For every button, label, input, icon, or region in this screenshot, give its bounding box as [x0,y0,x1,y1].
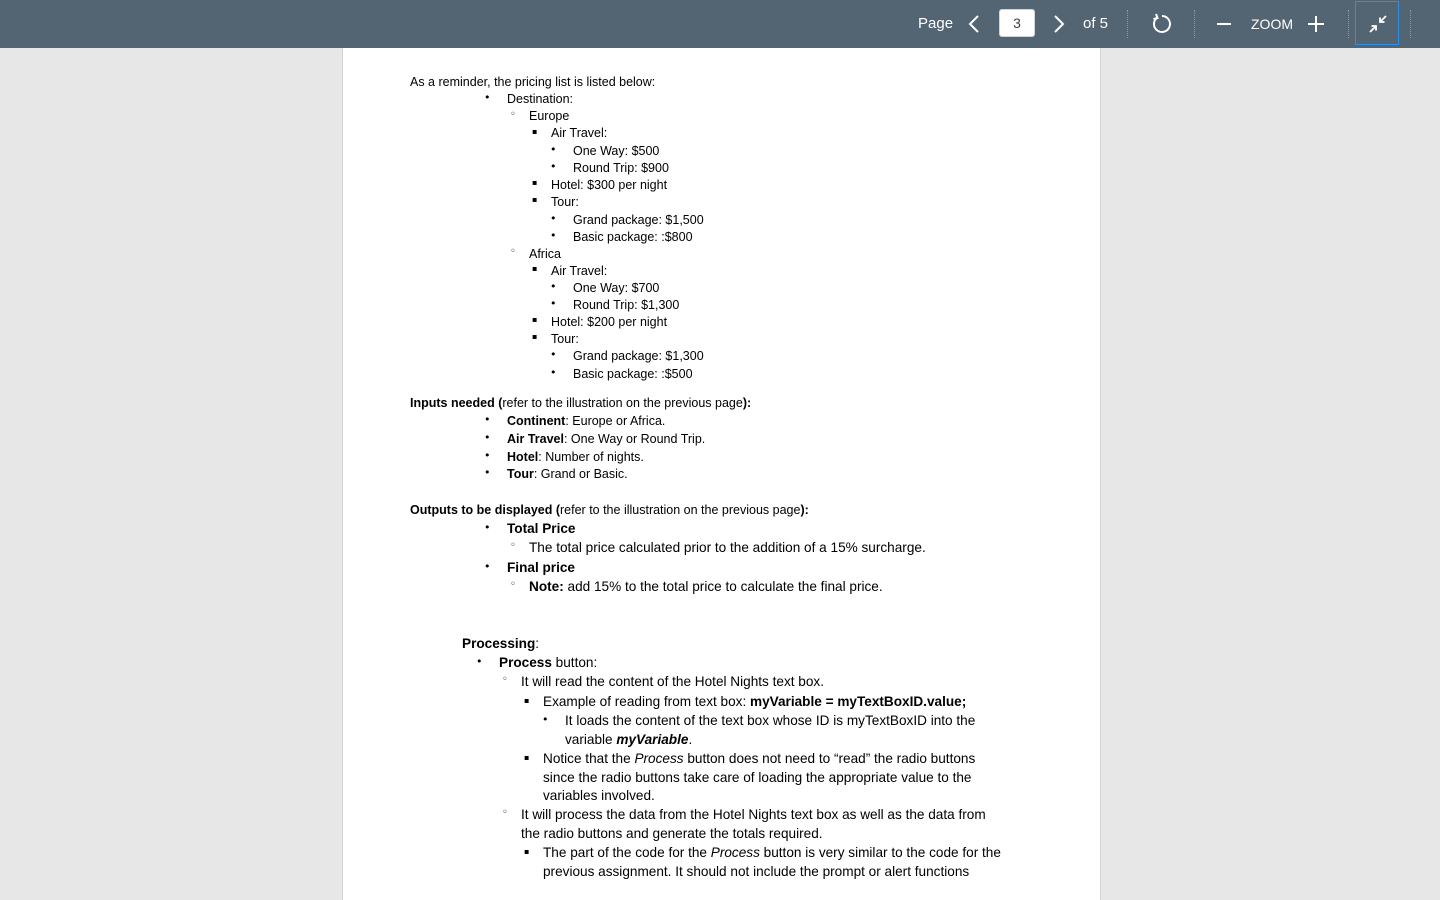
zoom-in-button[interactable] [1304,12,1328,36]
input-item-air-travel [507,432,705,446]
intro-text: As a reminder, the pricing list is listed below: [410,75,656,89]
list-bullet: • [550,143,557,156]
inputs-heading-close: ): [742,396,752,410]
process-data-line-2: the radio buttons and generate the totals required. [521,826,823,841]
list-bullet: • [484,91,491,104]
exit-fullscreen-button[interactable] [1355,1,1399,45]
total-price-description: The total price calculated prior to the addition of a 15% surcharge. [529,540,926,555]
list-bullet: ▪ [532,195,538,204]
list-bullet: ◦ [510,109,516,120]
note-label: Note: [529,579,564,594]
input-item-label: Hotel [507,450,539,464]
list-bullet: ▪ [532,178,538,187]
code-part-prefix: The part of the code for the [543,845,711,860]
africa-hotel: Hotel: $200 per night [551,315,668,329]
list-bullet: • [550,212,557,225]
notice-italic: Process [634,751,684,766]
europe-basic-package: Basic package: :$800 [573,230,693,244]
notice-line-3: variables involved. [543,788,655,803]
process-label: Process [499,655,552,670]
next-page-button[interactable] [1046,12,1070,36]
note-text: add 15% to the total price to calculate the final price. [563,579,883,594]
europe-air-travel-label: Air Travel: [551,126,608,140]
code-part-suffix: button is very similar to the code for the [759,845,1001,860]
list-bullet: • [550,297,557,310]
example-code: myVariable = myTextBoxID.value; [750,694,967,709]
africa-tour-label: Tour: [551,332,579,346]
input-item-label: Continent [507,414,566,428]
list-bullet: ◦ [510,246,516,257]
inputs-heading [410,396,751,410]
code-part-line-2: previous assignment. It should not include the prompt or alert functions [543,864,970,879]
document-page [342,48,1101,900]
toolbar-divider [1348,10,1349,38]
rotate-button[interactable] [1150,12,1174,36]
africa-air-travel-label: Air Travel: [551,264,608,278]
loads-variable: myVariable [616,732,689,747]
list-bullet: • [542,713,549,726]
page-label: Page [918,15,954,32]
minus-icon [1212,12,1236,36]
input-item-hotel [507,450,644,464]
list-bullet: • [550,160,557,173]
list-bullet: • [484,449,491,462]
outputs-heading-close: ): [800,503,809,517]
input-item-text: : Europe or Africa. [565,414,666,428]
list-bullet: ◦ [510,579,516,590]
process-button-item [499,655,597,670]
input-item-label: Air Travel [507,432,564,446]
chevron-left-icon [963,12,987,36]
total-price-label: Total Price [507,521,576,536]
viewer-toolbar [0,0,1440,48]
example-prefix: Example of reading from text box: [543,694,751,709]
input-item-label: Tour [507,467,534,481]
notice-line-2: since the radio buttons take care of loading the appropriate value to the [543,770,972,785]
loads-content-line-1: It loads the content of the text box whose ID is myTextBoxID into the [565,713,976,728]
processing-heading-text: Processing [462,636,536,651]
list-bullet: ▪ [524,696,530,705]
input-item-text: : One Way or Round Trip. [563,432,706,446]
list-bullet: ◦ [502,674,508,685]
processing-heading [462,636,539,651]
code-part-line-1 [543,845,1001,860]
outputs-heading [410,503,809,517]
list-bullet: • [484,431,491,444]
outputs-heading-bold: Outputs to be displayed ( [410,503,561,517]
toolbar-divider [1410,10,1411,38]
read-content-line: It will read the content of the Hotel Nights text box. [521,674,824,689]
code-part-italic: Process [710,845,760,860]
chevron-right-icon [1046,12,1070,36]
list-bullet: • [484,466,491,479]
europe-tour-label: Tour: [551,195,579,209]
notice-line-1 [543,751,975,766]
previous-page-button[interactable] [963,12,987,36]
example-reading-line [543,694,966,709]
list-bullet: • [550,280,557,293]
loads-content-line-2 [565,732,692,747]
list-bullet: • [550,229,557,242]
europe-label: Europe [529,109,570,123]
europe-one-way: One Way: $500 [573,144,660,158]
list-bullet: ▪ [532,332,538,341]
processing-heading-colon: : [535,636,540,651]
zoom-label: ZOOM [1251,16,1293,32]
input-item-text: : Number of nights. [538,450,644,464]
zoom-out-button[interactable] [1212,12,1236,36]
europe-hotel: Hotel: $300 per night [551,178,668,192]
final-price-note [529,579,883,594]
toolbar-divider [1194,10,1195,38]
europe-round-trip: Round Trip: $900 [573,161,669,175]
input-item-continent [507,414,665,428]
list-bullet: ▪ [532,127,538,136]
loads-suffix: . [688,732,693,747]
list-bullet: • [484,521,491,534]
list-bullet: • [484,560,491,573]
notice-suffix: button does not need to “read” the radio buttons [683,751,976,766]
input-item-text: : Grand or Basic. [533,467,628,481]
inputs-heading-bold: Inputs needed ( [410,396,503,410]
list-bullet: • [550,348,557,361]
final-price-label: Final price [507,560,575,575]
rotate-icon [1150,12,1174,36]
africa-label: Africa [529,247,561,261]
toolbar-divider [1127,10,1128,38]
destination-label: Destination: [507,92,574,106]
process-data-line-1: It will process the data from the Hotel Nights text box as well as the data from [521,807,986,822]
africa-round-trip: Round Trip: $1,300 [573,298,680,312]
africa-grand-package: Grand package: $1,300 [573,349,704,363]
list-bullet: • [476,655,483,668]
list-bullet: ▪ [524,847,530,856]
input-item-tour [507,467,628,481]
list-bullet: ▪ [532,315,538,324]
africa-basic-package: Basic package: :$500 [573,367,693,381]
list-bullet: ◦ [502,807,508,818]
plus-icon [1304,12,1328,36]
loads-prefix: variable [565,732,617,747]
inputs-heading-text: refer to the illustration on the previous page [502,396,743,410]
list-bullet: ◦ [510,540,516,551]
total-pages-label: of 5 [1083,15,1109,32]
process-suffix: button: [551,655,598,670]
list-bullet: ▪ [532,264,538,273]
list-bullet: • [550,366,557,379]
list-bullet: • [484,413,491,426]
collapse-icon [1369,15,1387,33]
page-number-input[interactable] [999,9,1035,37]
europe-grand-package: Grand package: $1,500 [573,213,704,227]
list-bullet: ▪ [524,753,530,762]
africa-one-way: One Way: $700 [573,281,660,295]
notice-prefix: Notice that the [543,751,635,766]
outputs-heading-text: refer to the illustration on the previous page [560,503,801,517]
